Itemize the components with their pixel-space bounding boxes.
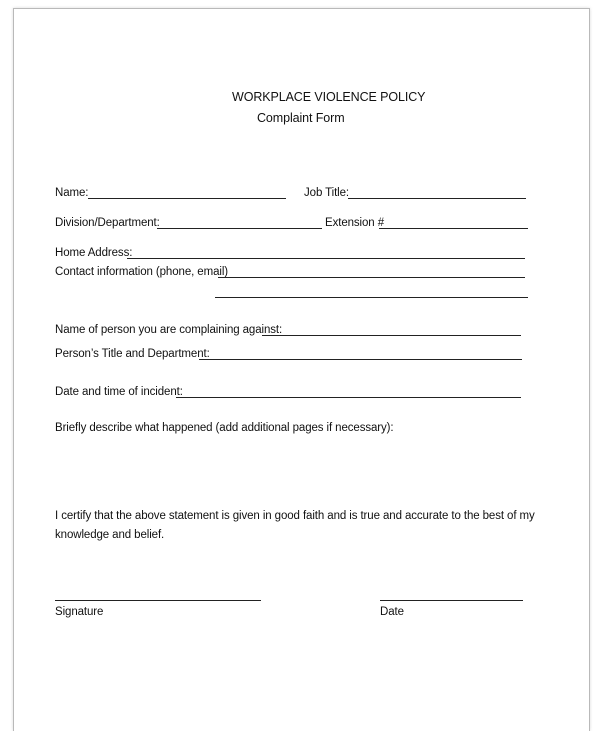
signature-label: Signature — [55, 606, 104, 618]
form-subtitle: Complaint Form — [257, 111, 345, 125]
date-time-field[interactable] — [176, 397, 521, 398]
date-time-label: Date and time of incident: — [55, 386, 183, 398]
date-field[interactable] — [380, 600, 523, 601]
name-field[interactable] — [88, 198, 286, 199]
extension-field[interactable] — [379, 228, 528, 229]
date-label: Date — [380, 606, 404, 618]
job-title-field[interactable] — [348, 198, 526, 199]
home-address-label: Home Address: — [55, 247, 133, 259]
describe-label: Briefly describe what happened (add additional pages if necessary): — [55, 422, 394, 434]
certification-line-2: knowledge and belief. — [55, 529, 165, 541]
certification-line-1: I certify that the above statement is given in good faith and is true and accurate to the best of my — [55, 510, 535, 522]
signature-field[interactable] — [55, 600, 261, 601]
job-title-label: Job Title: — [304, 187, 350, 199]
name-label: Name: — [55, 187, 89, 199]
contact-info-label: Contact information (phone, email) — [55, 266, 229, 278]
person-complaining-against-label: Name of person you are complaining against: — [55, 324, 283, 336]
division-field[interactable] — [157, 228, 322, 229]
form-title: WORKPLACE VIOLENCE POLICY — [232, 90, 426, 104]
persons-title-field[interactable] — [199, 359, 522, 360]
persons-title-label: Person’s Title and Department: — [55, 348, 210, 360]
division-label: Division/Department: — [55, 217, 160, 229]
extension-label: Extension # — [325, 217, 384, 229]
contact-info-field-2[interactable] — [215, 297, 528, 298]
home-address-field[interactable] — [127, 258, 525, 259]
contact-info-field[interactable] — [218, 277, 525, 278]
person-complaining-against-field[interactable] — [262, 335, 521, 336]
